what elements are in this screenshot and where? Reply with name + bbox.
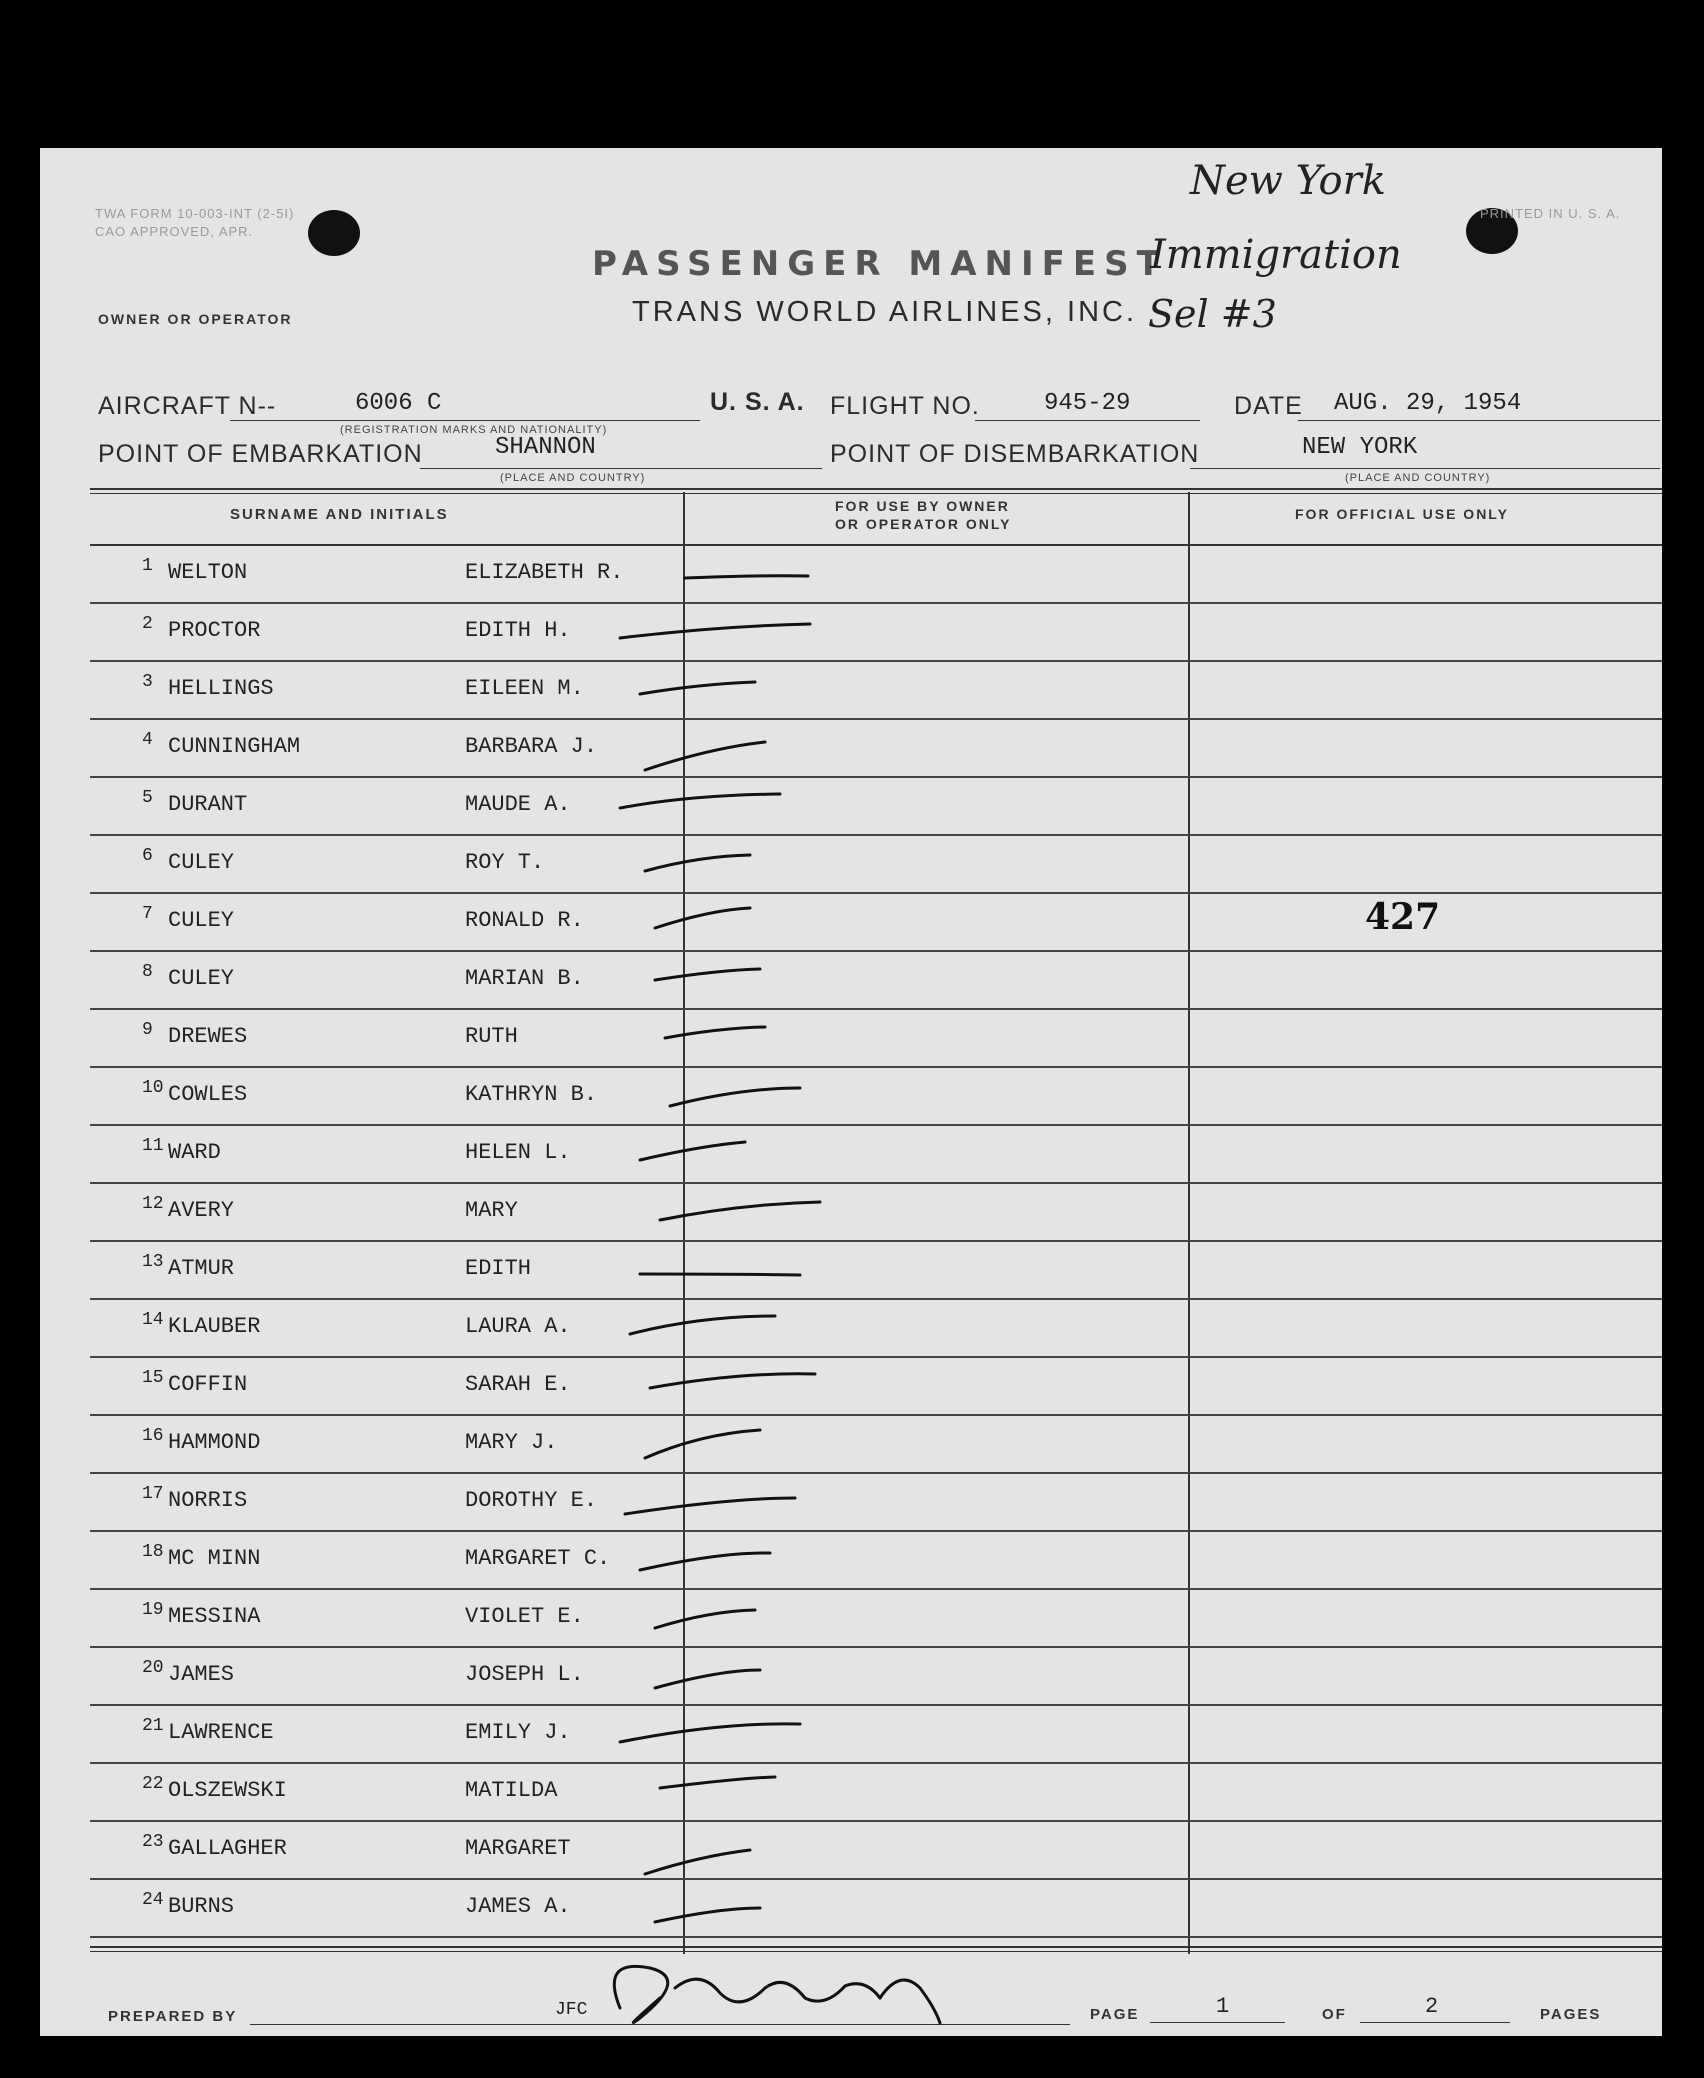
- given-name: MARGARET C.: [465, 1546, 611, 1571]
- owner-operator-label: OWNER OR OPERATOR: [98, 311, 293, 327]
- row-number: 6: [142, 846, 153, 866]
- row-number: 7: [142, 904, 153, 924]
- surname: PROCTOR: [168, 618, 261, 643]
- prepared-by-label: PREPARED BY: [108, 2008, 238, 2025]
- surname: OLSZEWSKI: [168, 1778, 287, 1803]
- manifest-title: PASSENGER MANIFEST: [592, 244, 1168, 284]
- aircraft-label: AIRCRAFT N--: [98, 392, 277, 420]
- surname: BURNS: [168, 1894, 235, 1919]
- surname: DURANT: [168, 792, 248, 817]
- given-name: MARY: [465, 1198, 518, 1223]
- disembarkation-value: NEW YORK: [1302, 434, 1418, 461]
- row-number: 11: [142, 1136, 164, 1156]
- row-number: 22: [142, 1774, 164, 1794]
- registration-caption: (REGISTRATION MARKS AND NATIONALITY): [340, 424, 608, 436]
- col-header-owner-1: FOR USE BY OWNER: [835, 498, 1010, 514]
- given-name: MARY J.: [465, 1430, 558, 1455]
- given-name: LAURA A.: [465, 1314, 571, 1339]
- flight-label: FLIGHT NO.: [830, 392, 980, 420]
- surname: GALLAGHER: [168, 1836, 287, 1861]
- given-name: ELIZABETH R.: [465, 560, 624, 585]
- given-name: ROY T.: [465, 850, 545, 875]
- printed-in: PRINTED IN U. S. A.: [1480, 206, 1621, 221]
- surname: MESSINA: [168, 1604, 261, 1629]
- surname: ATMUR: [168, 1256, 235, 1281]
- surname: DREWES: [168, 1024, 248, 1049]
- col-header-official: FOR OFFICIAL USE ONLY: [1295, 506, 1509, 522]
- surname: WELTON: [168, 560, 248, 585]
- row-number: 18: [142, 1542, 164, 1562]
- surname: CUNNINGHAM: [168, 734, 301, 759]
- given-name: RONALD R.: [465, 908, 584, 933]
- given-name: EILEEN M.: [465, 676, 584, 701]
- given-name: MARGARET: [465, 1836, 571, 1861]
- surname: HELLINGS: [168, 676, 274, 701]
- total-pages: 2: [1425, 1994, 1439, 2019]
- surname: LAWRENCE: [168, 1720, 274, 1745]
- surname: CULEY: [168, 850, 235, 875]
- embarkation-value: SHANNON: [495, 434, 596, 461]
- given-name: MATILDA: [465, 1778, 558, 1803]
- given-name: MARIAN B.: [465, 966, 584, 991]
- row-number: 5: [142, 788, 153, 808]
- row-number: 23: [142, 1832, 164, 1852]
- handwritten-immigration: Immigration: [1150, 232, 1402, 278]
- row-number: 19: [142, 1600, 164, 1620]
- row-number: 14: [142, 1310, 164, 1330]
- given-name: JAMES A.: [465, 1894, 571, 1919]
- surname: COFFIN: [168, 1372, 248, 1397]
- aircraft-registration: 6006 C: [355, 390, 442, 417]
- given-name: EDITH: [465, 1256, 532, 1281]
- prepared-by-initials: JFC: [555, 2000, 588, 2020]
- row-number: 3: [142, 672, 153, 692]
- row-number: 24: [142, 1890, 164, 1910]
- row-number: 9: [142, 1020, 153, 1040]
- form-number: TWA FORM 10-003-INT (2-5I): [95, 206, 295, 221]
- surname: JAMES: [168, 1662, 235, 1687]
- surname: WARD: [168, 1140, 221, 1165]
- surname: CULEY: [168, 908, 235, 933]
- handwritten-section: Sel #3: [1148, 292, 1277, 336]
- surname: MC MINN: [168, 1546, 261, 1571]
- row-number: 8: [142, 962, 153, 982]
- row-number: 13: [142, 1252, 164, 1272]
- given-name: EMILY J.: [465, 1720, 571, 1745]
- col-header-surname: SURNAME AND INITIALS: [230, 506, 449, 523]
- given-name: VIOLET E.: [465, 1604, 584, 1629]
- surname: COWLES: [168, 1082, 248, 1107]
- given-name: EDITH H.: [465, 618, 571, 643]
- official-number: 427: [1365, 896, 1441, 938]
- row-number: 17: [142, 1484, 164, 1504]
- surname: KLAUBER: [168, 1314, 261, 1339]
- row-number: 20: [142, 1658, 164, 1678]
- given-name: KATHRYN B.: [465, 1082, 598, 1107]
- manifest-sheet: [40, 148, 1662, 2036]
- row-number: 4: [142, 730, 153, 750]
- row-number: 16: [142, 1426, 164, 1446]
- of-label: OF: [1322, 2006, 1347, 2023]
- flight-date: AUG. 29, 1954: [1334, 390, 1522, 417]
- flight-number: 945-29: [1044, 390, 1131, 417]
- embarkation-label: POINT OF EMBARKATION: [98, 440, 423, 468]
- given-name: HELEN L.: [465, 1140, 571, 1165]
- disembarkation-label: POINT OF DISEMBARKATION: [830, 440, 1200, 468]
- given-name: BARBARA J.: [465, 734, 598, 759]
- of-underline: [1360, 2022, 1510, 2023]
- given-name: DOROTHY E.: [465, 1488, 598, 1513]
- surname: HAMMOND: [168, 1430, 261, 1455]
- preparer-signature: [580, 1948, 980, 2038]
- surname: CULEY: [168, 966, 235, 991]
- given-name: RUTH: [465, 1024, 518, 1049]
- row-number: 10: [142, 1078, 164, 1098]
- given-name: MAUDE A.: [465, 792, 571, 817]
- page-number: 1: [1216, 1994, 1230, 2019]
- nationality: U. S. A.: [710, 388, 805, 416]
- col-header-owner-2: OR OPERATOR ONLY: [835, 516, 1012, 532]
- page-label: PAGE: [1090, 2006, 1140, 2023]
- row-number: 12: [142, 1194, 164, 1214]
- row-number: 1: [142, 556, 153, 576]
- handwritten-new-york: New York: [1190, 158, 1386, 204]
- given-name: SARAH E.: [465, 1372, 571, 1397]
- row-number: 21: [142, 1716, 164, 1736]
- cao-approval: CAO APPROVED, APR.: [95, 224, 254, 239]
- page-underline: [1150, 2022, 1285, 2023]
- row-number: 2: [142, 614, 153, 634]
- surname: AVERY: [168, 1198, 235, 1223]
- given-name: JOSEPH L.: [465, 1662, 584, 1687]
- place-caption-embark: (PLACE AND COUNTRY): [500, 472, 646, 484]
- airline-name: TRANS WORLD AIRLINES, INC.: [632, 296, 1138, 328]
- place-caption-disembark: (PLACE AND COUNTRY): [1345, 472, 1491, 484]
- date-label: DATE: [1234, 392, 1303, 420]
- tick-marks: [40, 148, 1662, 2036]
- surname: NORRIS: [168, 1488, 248, 1513]
- row-number: 15: [142, 1368, 164, 1388]
- pages-label: PAGES: [1540, 2006, 1602, 2023]
